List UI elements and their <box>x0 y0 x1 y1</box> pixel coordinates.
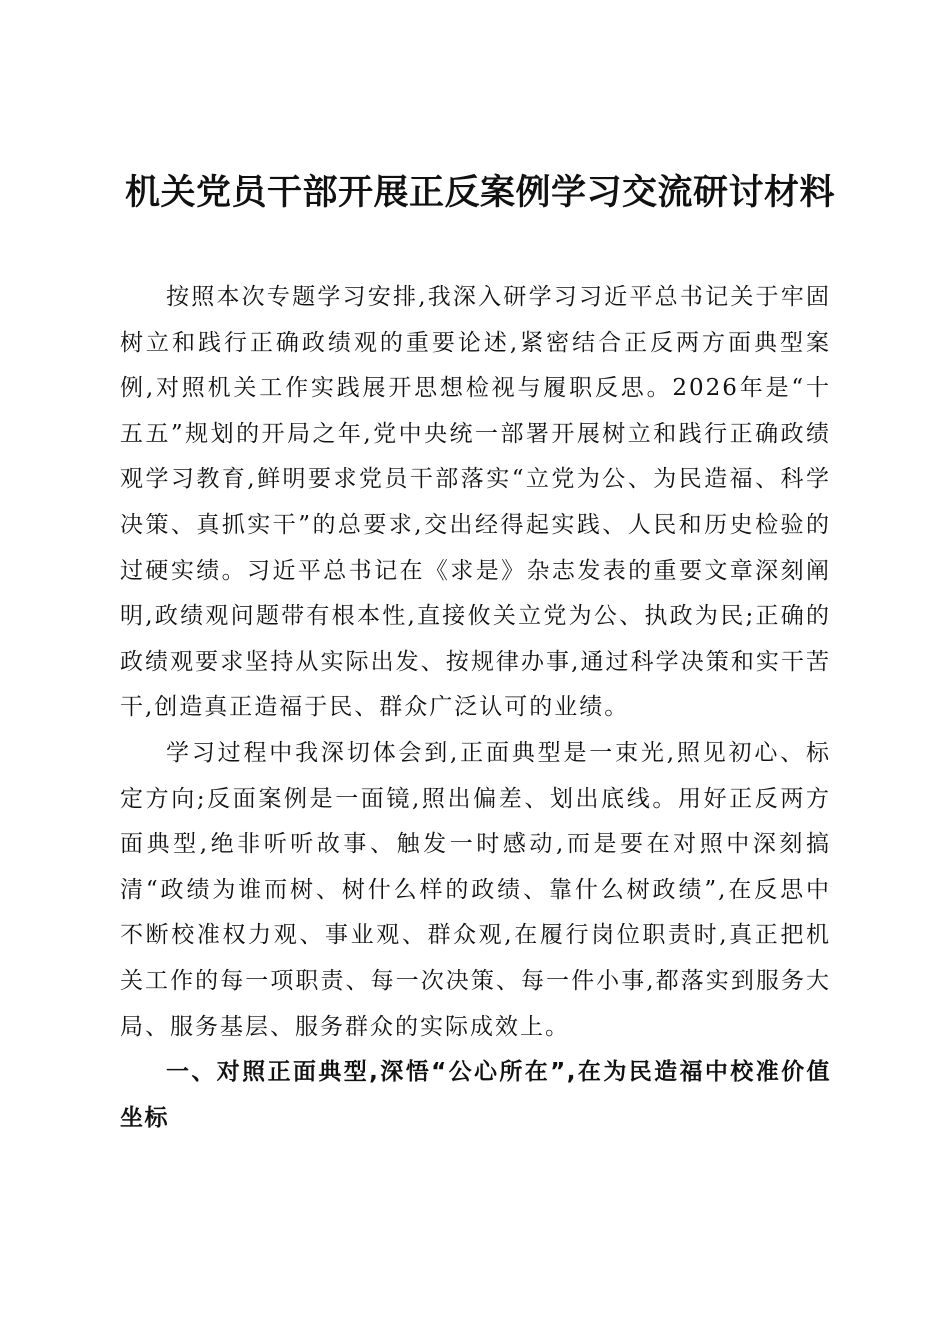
document-title: 机关党员干部开展正反案例学习交流研讨材料 <box>124 172 835 213</box>
paragraph-intro: 按照本次专题学习安排,我深入研学习习近平总书记关于牢固树立和践行正确政绩观的重要论述,紧密结合正反两方面典型案例,对照机关工作实践展开思想检视与履职反思。2026年是“十五五”规划的开局之年,党中央统一部署开展树立和践行正确政绩观学习教育,鲜明要求党员干部落实“立党为公、为民造福、科学决策、真抓实干”的总要求,交出经得起实践、人民和历史检验的过硬实绩。习近平总书记在《求是》杂志发表的重要文章深刻阐明,政绩观问题带有根本性,直接攸关立党为公、执政为民;正确的政绩观要求坚持从实际出发、按规律办事,通过科学决策和实干苦干,创造真正造福于民、群众广泛认可的业绩。 <box>120 284 831 721</box>
document-body <box>120 275 831 1141</box>
paragraph-reflection: 学习过程中我深切体会到,正面典型是一束光,照见初心、标定方向;反面案例是一面镜,照出偏差、划出底线。用好正反两方面典型,绝非听听故事、触发一时感动,而是要在对照中深刻搞清“政绩为谁而树、树什么样的政绩、靠什么树政绩”,在反思中不断校准权力观、事业观、群众观,在履行岗位职责时,真正把机关工作的每一项职责、每一次决策、每一件小事,都落实到服务大局、服务基层、服务群众的实际成效上。 <box>120 739 831 1040</box>
section-heading-1: 一、对照正面典型,深悟“公心所在”,在为民造福中校准价值坐标 <box>120 1059 831 1131</box>
